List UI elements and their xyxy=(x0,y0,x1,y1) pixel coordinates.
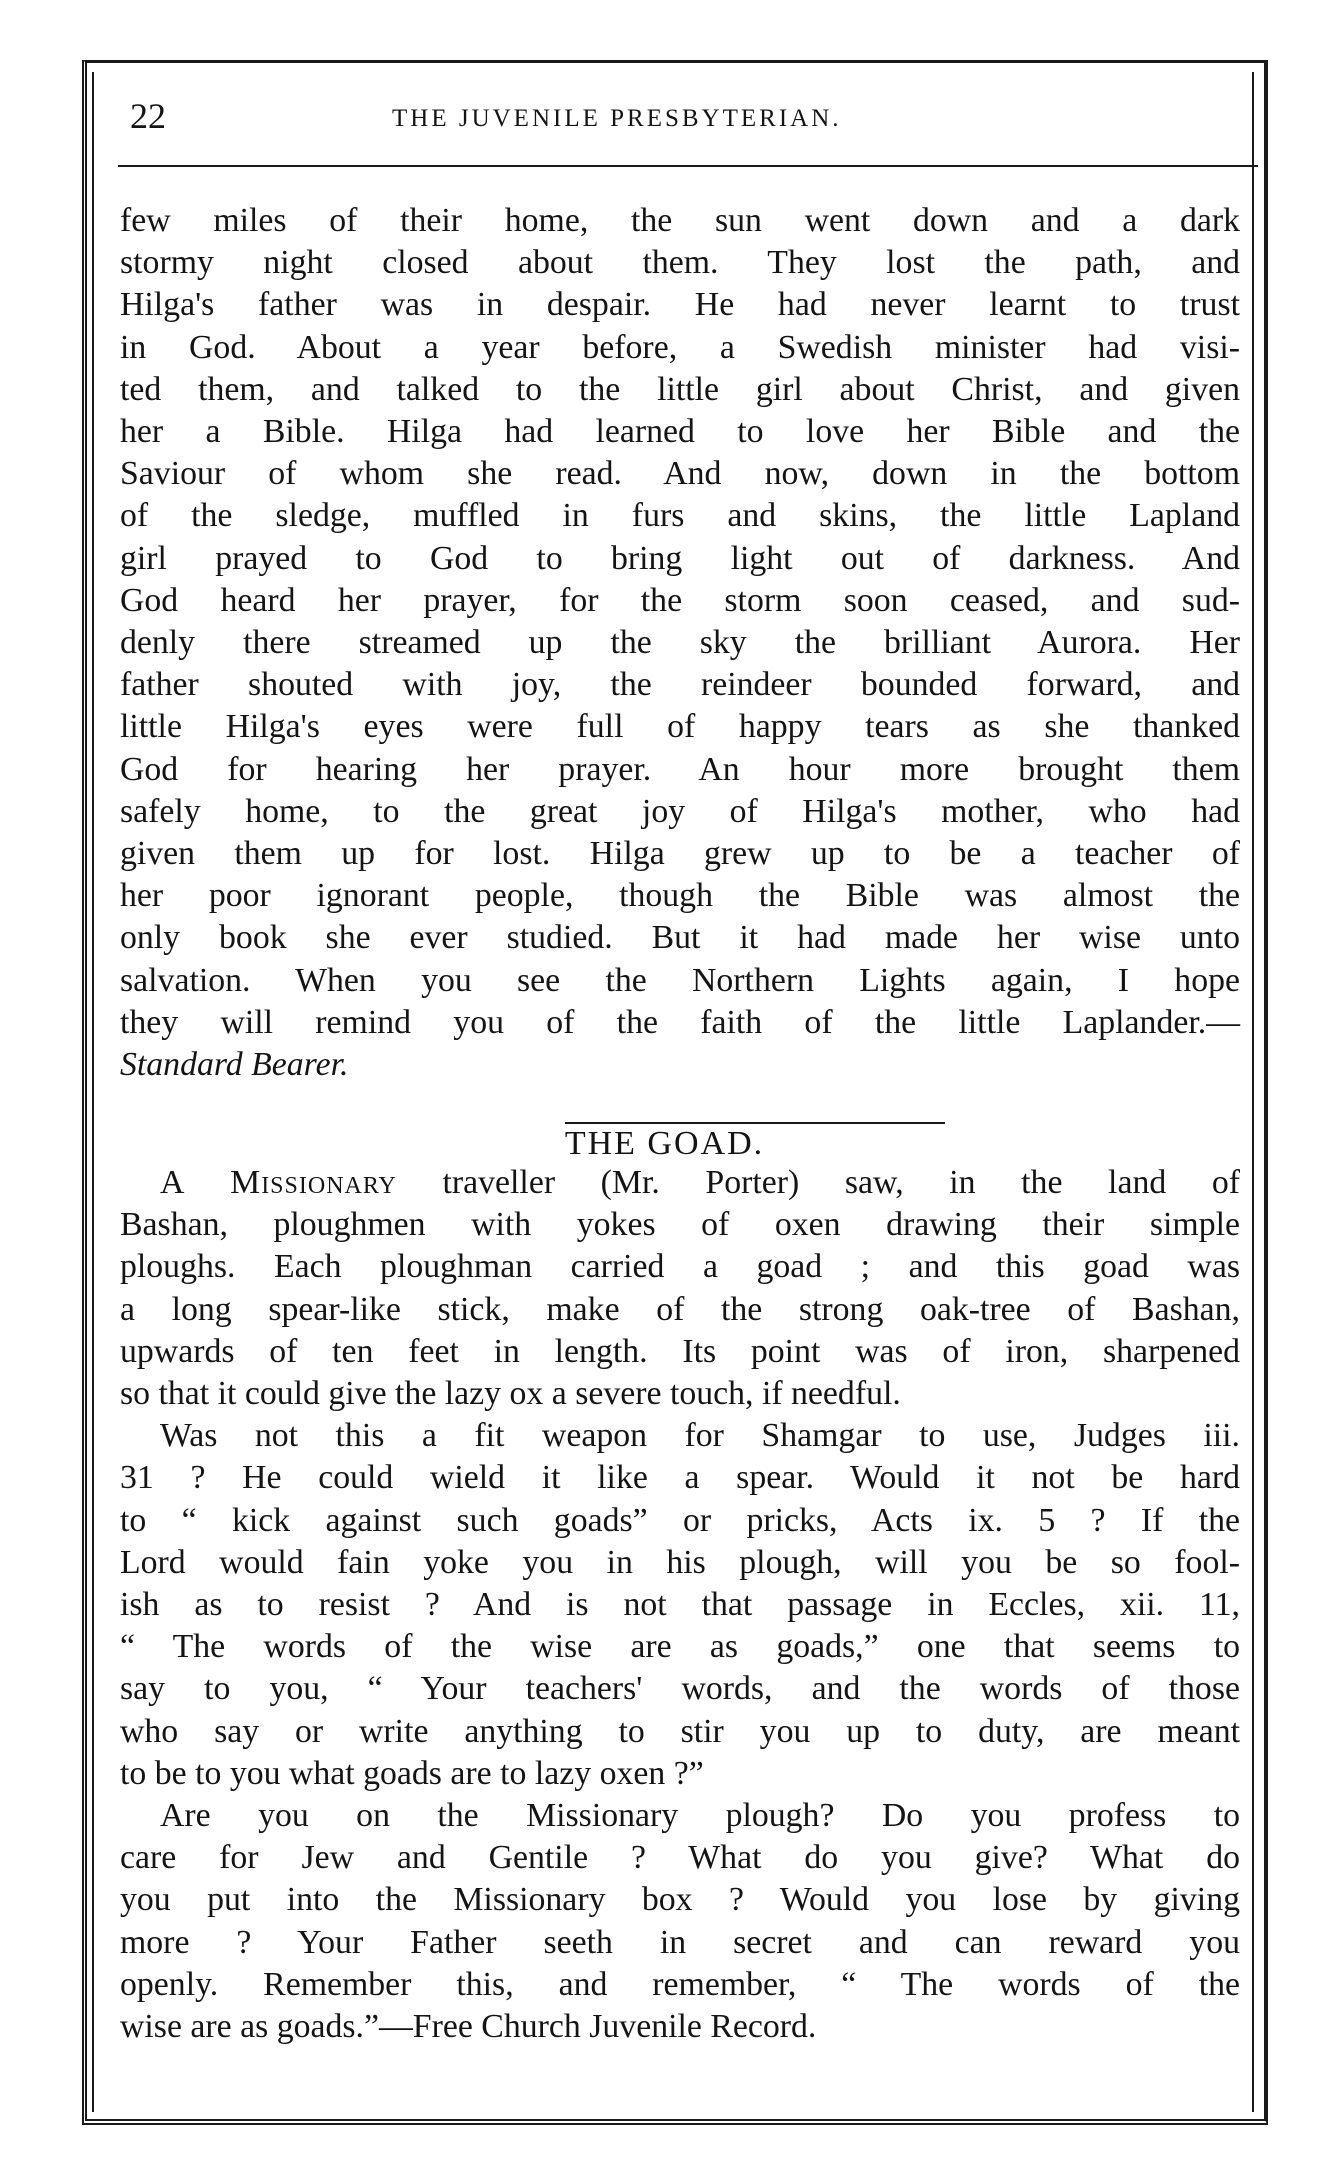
page-number: 22 xyxy=(130,96,166,136)
text-line: a long spear-like stick, make of the strong oak-tree of Bashan, xyxy=(120,1290,1240,1328)
text-line: father shouted with joy, the reindeer bounded forward, and xyxy=(120,666,1240,704)
text-line: to “ kick against such goads” or pricks, Acts ix. 5 ? If the xyxy=(120,1501,1240,1539)
text-line: ted them, and talked to the little girl about Christ, and given xyxy=(120,370,1240,408)
text-line: wise are as goads.”—Free Church Juvenile Record. xyxy=(120,2008,817,2046)
text-line: only book she ever studied. But it had made her wise unto xyxy=(120,919,1240,957)
running-title: THE JUVENILE PRESBYTERIAN. xyxy=(392,105,842,132)
text-line: who say or write anything to stir you up to duty, are meant xyxy=(120,1712,1240,1750)
text-line: “ The words of the wise are as goads,” one that seems to xyxy=(120,1628,1240,1666)
text-line: little Hilga's eyes were full of happy tears as she thanked xyxy=(120,708,1240,746)
text-line: ish as to resist ? And is not that passage in Eccles, xii. 11, xyxy=(120,1586,1240,1624)
text-line: so that it could give the lazy ox a severe touch, if needful. xyxy=(120,1375,901,1413)
text-line: upwards of ten feet in length. Its point was of iron, sharpened xyxy=(120,1332,1240,1370)
text-line: her a Bible. Hilga had learned to love her Bible and the xyxy=(120,413,1240,451)
text-line: in God. About a year before, a Swedish minister had visi- xyxy=(120,328,1240,366)
text-line: given them up for lost. Hilga grew up to be a teacher of xyxy=(120,835,1240,873)
text-line: safely home, to the great joy of Hilga's mother, who had xyxy=(120,792,1240,830)
text-line: say to you, “ Your teachers' words, and the words of those xyxy=(120,1670,1240,1708)
text-line: Lord would fain yoke you in his plough, will you be so fool- xyxy=(120,1543,1240,1581)
text-line: of the sledge, muffled in furs and skins, the little Lapland xyxy=(120,497,1240,535)
text-line: Are you on the Missionary plough? Do you profess to xyxy=(160,1797,1240,1835)
page-header xyxy=(122,95,1242,155)
text-line: God heard her prayer, for the storm soon ceased, and sud- xyxy=(120,581,1240,619)
text-line: care for Jew and Gentile ? What do you give? What do xyxy=(120,1839,1240,1877)
text-line: openly. Remember this, and remember, “ The words of the xyxy=(120,1965,1240,2003)
text-line: more ? Your Father seeth in secret and can reward you xyxy=(120,1923,1240,1961)
lead-words: A Missionary xyxy=(160,1164,397,1201)
section-divider xyxy=(565,1122,945,1124)
text-line: Hilga's father was in despair. He had never learnt to trust xyxy=(120,286,1240,324)
text-line: to be to you what goads are to lazy oxen ?” xyxy=(120,1754,704,1792)
section-title: THE GOAD. xyxy=(564,1125,765,1162)
text-line: you put into the Missionary box ? Would you lose by giving xyxy=(120,1881,1240,1919)
text-line: stormy night closed about them. They lost the path, and xyxy=(120,244,1240,282)
text-line xyxy=(120,1162,1240,1204)
header-rule xyxy=(118,165,1258,167)
inner-border-right xyxy=(1252,72,1254,2112)
text-line: girl prayed to God to bring light out of darkness. And xyxy=(120,539,1240,577)
attribution-text: Standard Bearer. xyxy=(120,1046,349,1084)
text-line: her poor ignorant people, though the Bible was almost the xyxy=(120,877,1240,915)
text-line: 31 ? He could wield it like a spear. Would it not be hard xyxy=(120,1459,1240,1497)
text-line: denly there streamed up the sky the brilliant Aurora. Her xyxy=(120,624,1240,662)
line-rest: traveller (Mr. Porter) saw, in the land of xyxy=(396,1164,1240,1201)
text-line: salvation. When you see the Northern Lights again, I hope xyxy=(120,961,1240,999)
inner-border-left xyxy=(92,72,94,2112)
text-line: ploughs. Each ploughman carried a goad ; and this goad was xyxy=(120,1248,1240,1286)
attribution xyxy=(120,1044,1240,1086)
text-line: Saviour of whom she read. And now, down in the bottom xyxy=(120,455,1240,493)
story-continuation xyxy=(120,200,1240,1086)
text-line: Was not this a fit weapon for Shamgar to use, Judges iii. xyxy=(160,1417,1240,1455)
goad-article xyxy=(120,1162,1240,2048)
text-line: they will remind you of the faith of the little Laplander.— xyxy=(120,1003,1240,1041)
text-line: Bashan, ploughmen with yokes of oxen drawing their simple xyxy=(120,1206,1240,1244)
text-line: few miles of their home, the sun went down and a dark xyxy=(120,202,1240,239)
text-line: God for hearing her prayer. An hour more brought them xyxy=(120,750,1240,788)
